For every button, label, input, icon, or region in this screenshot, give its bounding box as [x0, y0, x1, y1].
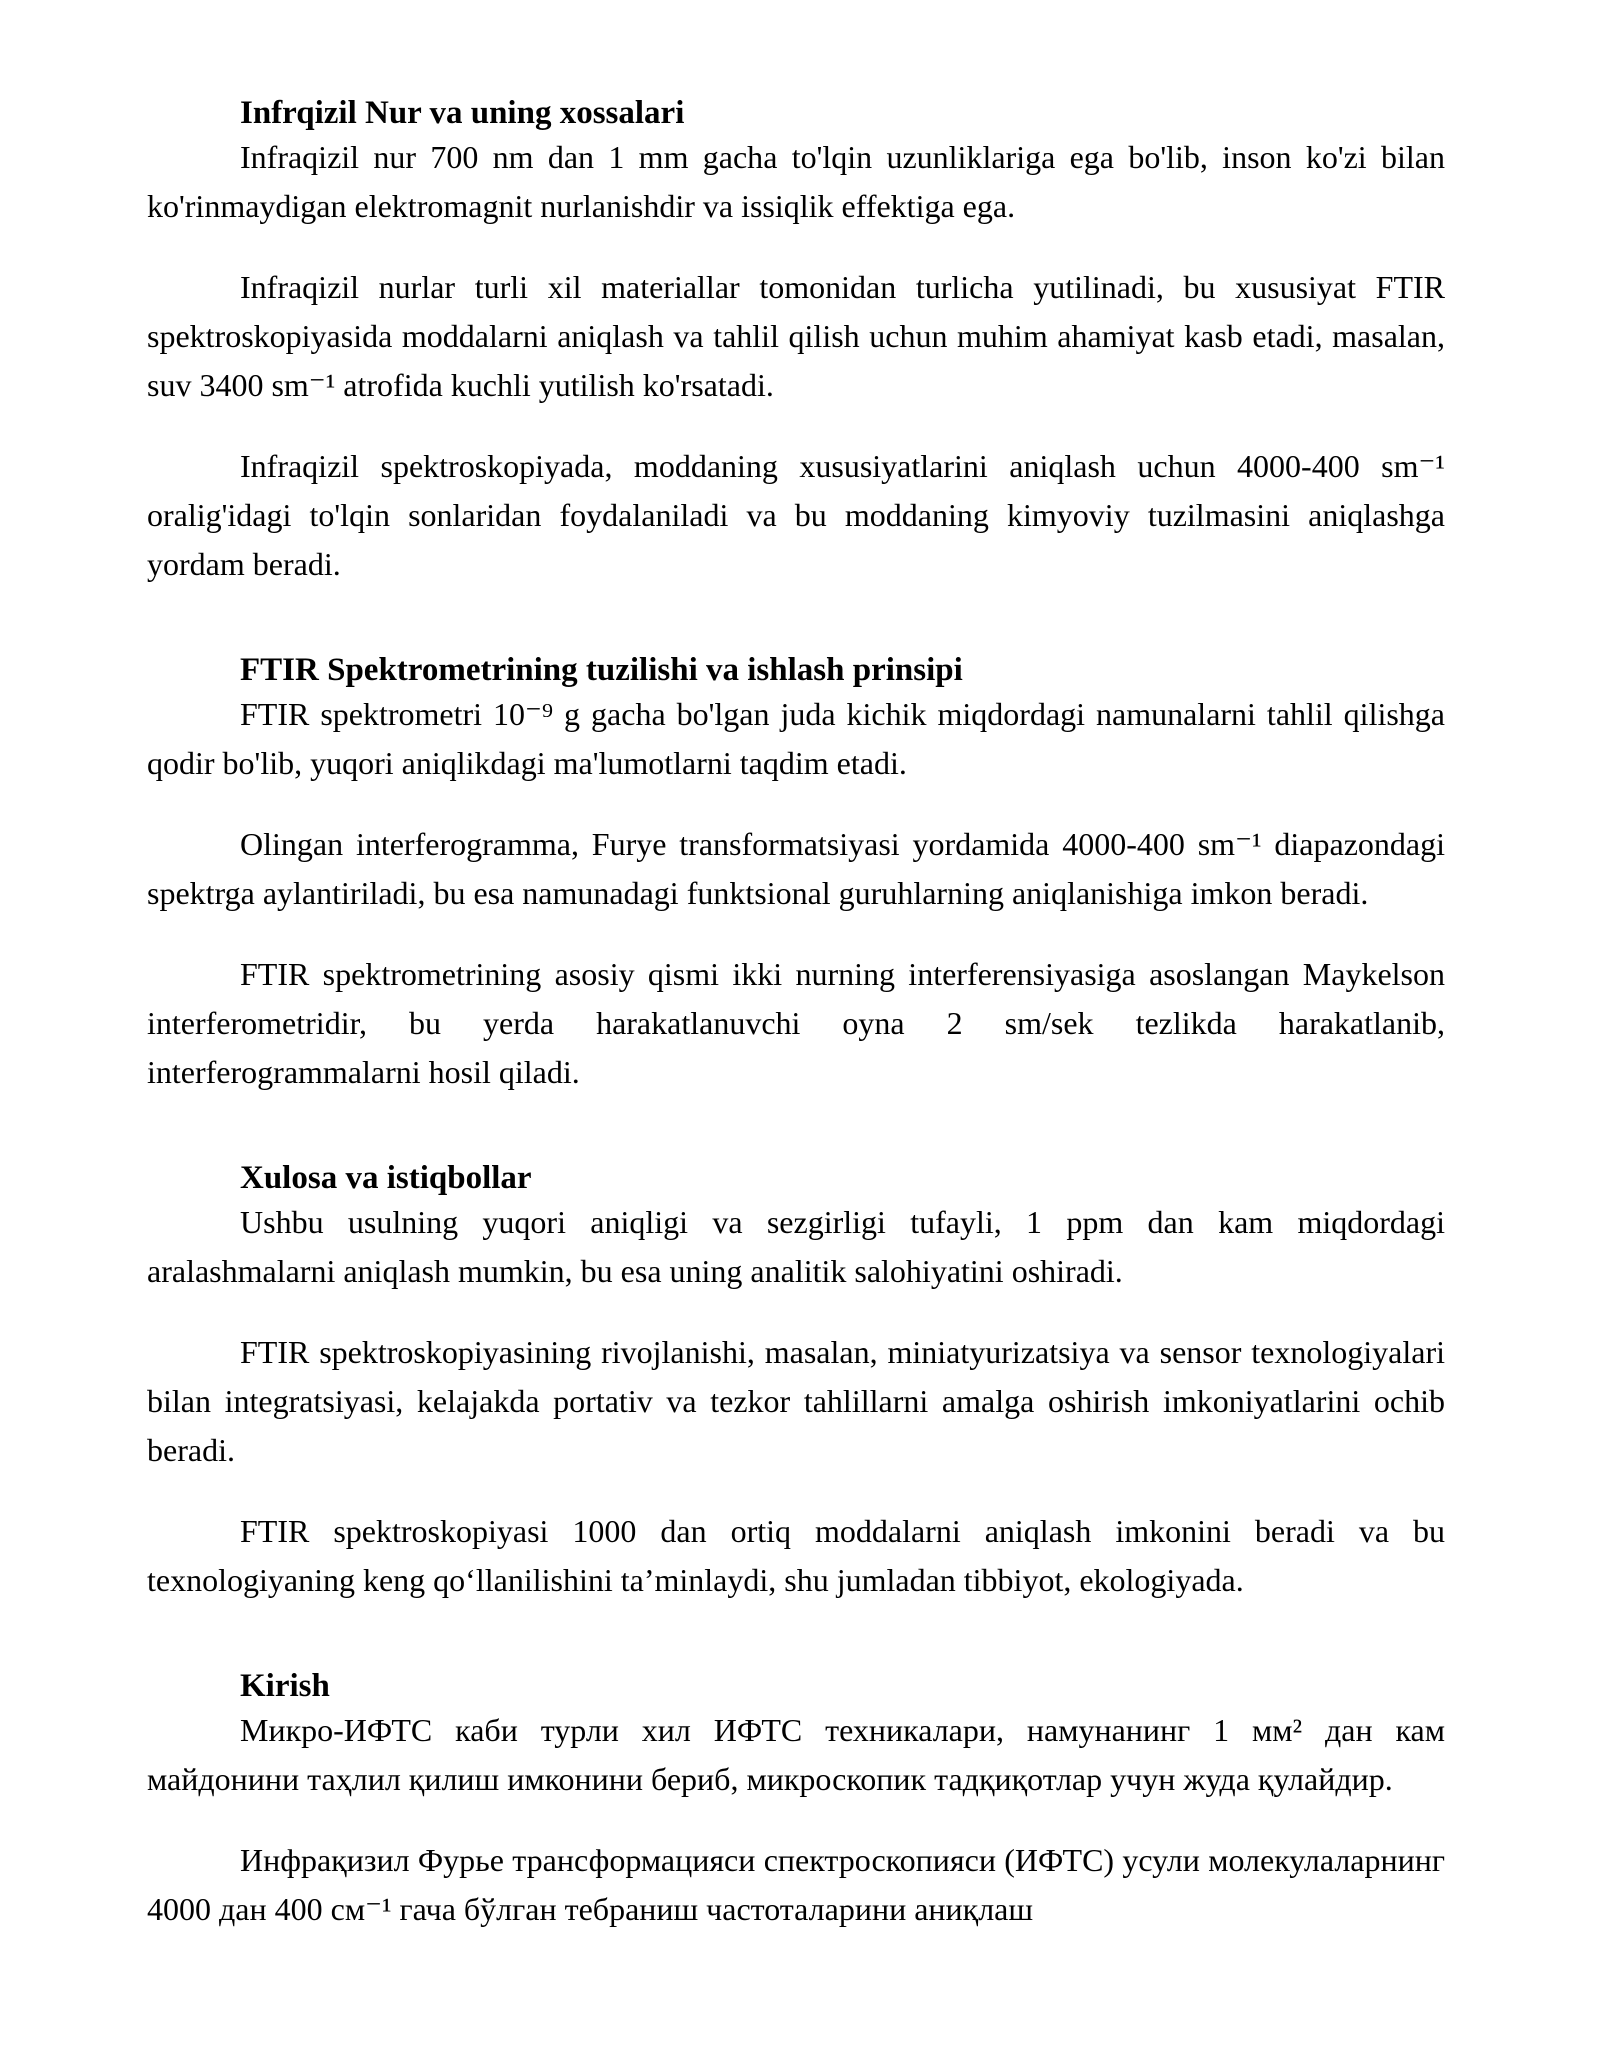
paragraph: Ushbu usulning yuqori aniqligi va sezgirligi tufayli, 1 ppm dan kam miqdordagi aralashmalarni aniqlash mumkin, bu esa uning analitik salohiyatini oshiradi. [147, 1204, 1445, 1289]
paragraph: Infraqizil nurlar turli xil materiallar tomonidan turlicha yutilinadi, bu xususiyat FTIR spektroskopiyasida moddalarni aniqlash va tahlil qilish uchun muhim ahamiyat kasb etadi, masalan, suv 3400 sm⁻¹ atrofida kuchli yutilish ko'rsatadi. [147, 269, 1445, 403]
document-body [147, 92, 1445, 1966]
paragraph: Инфрақизил Фурье трансформацияси спектроскопияси (ИФТС) усули молекулаларнинг 4000 дан 400 см⁻¹ гача бўлган тебраниш частоталарини аниқлаш [147, 1842, 1445, 1927]
section-heading: FTIR Spektrometrining tuzilishi va ishlash prinsipi [240, 652, 963, 688]
section-heading: Xulosa va istiqbollar [240, 1160, 532, 1196]
section-infrared-properties [147, 92, 1445, 589]
section-ftir-structure [147, 649, 1445, 1097]
paragraph: FTIR spektroskopiyasi 1000 dan ortiq moddalarni aniqlash imkonini beradi va bu texnologiyaning keng qo‘llanilishini ta’minlaydi, shu jumladan tibbiyot, ekologiyada. [147, 1513, 1445, 1598]
paragraph: Infraqizil nur 700 nm dan 1 mm gacha to'lqin uzunliklariga ega bo'lib, inson ko'zi bilan ko'rinmaydigan elektromagnit nurlanishdir va issiqlik effektiga ega. [147, 139, 1445, 224]
paragraph: FTIR spektroskopiyasining rivojlanishi, masalan, miniatyurizatsiya va sensor texnologiyalari bilan integratsiyasi, kelajakda portativ va tezkor tahlillarni amalga oshirish imkoniyatlarini ochib beradi. [147, 1334, 1445, 1468]
section-heading: Infrqizil Nur va uning xossalari [240, 95, 685, 131]
section-spacer [147, 621, 1445, 649]
paragraph: FTIR spektrometri 10⁻⁹ g gacha bo'lgan juda kichik miqdordagi namunalarni tahlil qilishga qodir bo'lib, yuqori aniqlikdagi ma'lumotlarni taqdim etadi. [147, 696, 1445, 781]
section-introduction [147, 1665, 1445, 1934]
section-heading: Kirish [240, 1668, 330, 1704]
section-spacer [147, 1129, 1445, 1157]
paragraph: Infraqizil spektroskopiyada, moddaning xususiyatlarini aniqlash uchun 4000-400 sm⁻¹ oralig'idagi to'lqin sonlaridan foydalaniladi va bu moddaning kimyoviy tuzilmasini aniqlashga yordam beradi. [147, 448, 1445, 582]
section-conclusion [147, 1157, 1445, 1605]
paragraph: Olingan interferogramma, Furye transformatsiyasi yordamida 4000-400 sm⁻¹ diapazondagi spektrga aylantiriladi, bu esa namunadagi funktsional guruhlarning aniqlanishiga imkon beradi. [147, 826, 1445, 911]
paragraph: Микро-ИФТС каби турли хил ИФТС техникалари, намунанинг 1 мм² дан кам майдонини таҳлил қилиш имконини бериб, микроскопик тадқиқотлар учун жуда қулайдир. [147, 1712, 1445, 1797]
section-spacer [147, 1637, 1445, 1665]
paragraph: FTIR spektrometrining asosiy qismi ikki nurning interferensiyasiga asoslangan Maykelson interferometridir, bu yerda harakatlanuvchi oyna 2 sm/sek tezlikda harakatlanib, interferogrammalarni hosil qiladi. [147, 956, 1445, 1090]
